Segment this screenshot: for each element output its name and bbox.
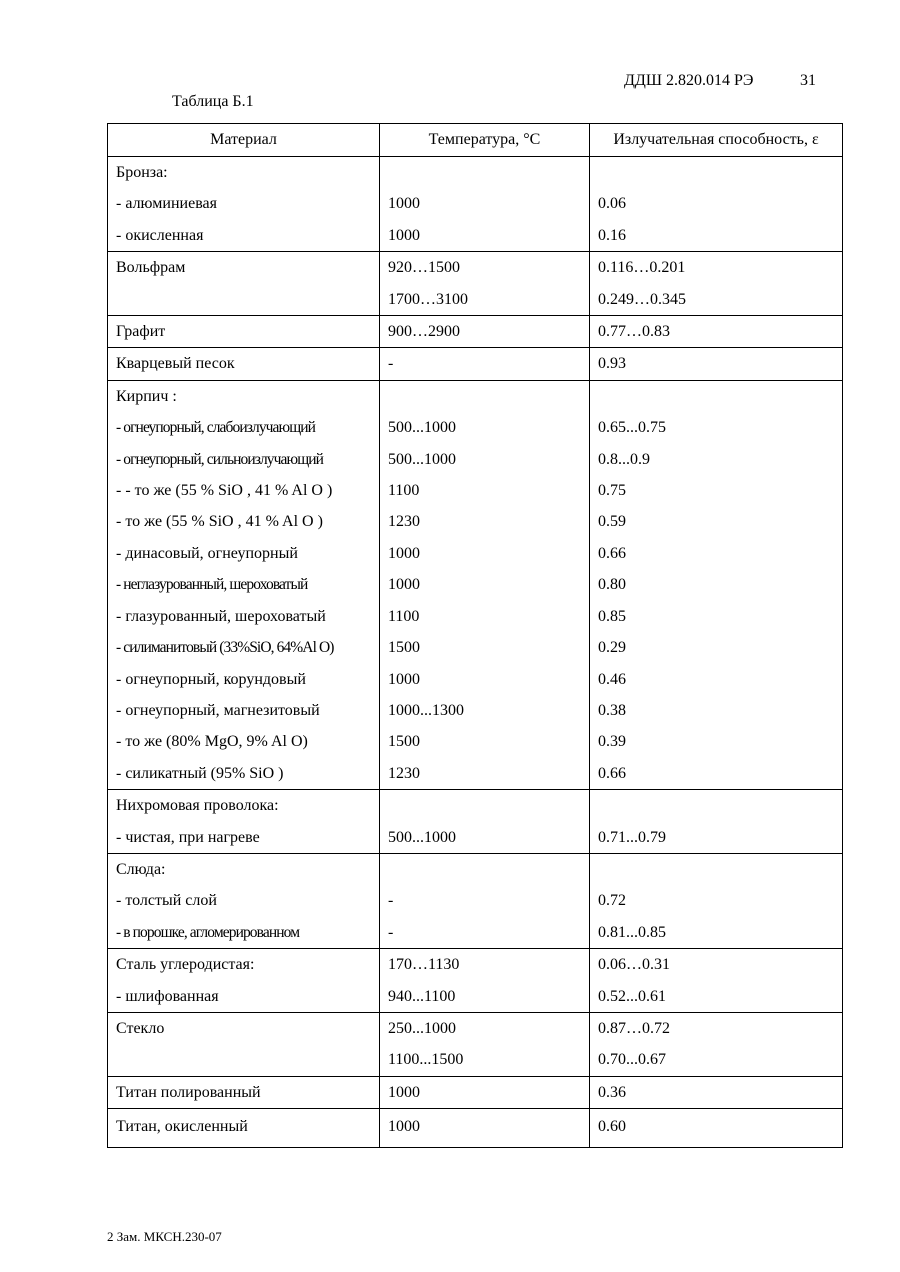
emissivity-cell: 0.29	[590, 632, 843, 663]
material-cell	[108, 284, 380, 316]
table-row	[108, 822, 843, 854]
temperature-cell	[380, 380, 590, 412]
emissivity-cell: 0.72	[590, 885, 843, 916]
temperature-cell: 1230	[380, 506, 590, 537]
emissivity-cell	[590, 157, 843, 189]
temperature-cell: 900…2900	[380, 316, 590, 348]
table-row	[108, 853, 843, 885]
temperature-cell	[380, 853, 590, 885]
temperature-cell: 170…1130	[380, 949, 590, 981]
material-cell: - алюминиевая	[108, 188, 380, 219]
temperature-cell: 250...1000	[380, 1012, 590, 1044]
table-row	[108, 188, 843, 219]
temperature-cell: 1000	[380, 188, 590, 219]
table-row	[108, 412, 843, 443]
material-cell: Кварцевый песок	[108, 348, 380, 380]
material-cell: Нихромовая проволока:	[108, 790, 380, 822]
temperature-cell: -	[380, 917, 590, 949]
footer-note: 2 Зам. МКСН.230-07	[107, 1229, 222, 1244]
material-cell: - толстый слой	[108, 885, 380, 916]
material-cell: - огнеупорный, слабоизлучающий	[108, 412, 380, 443]
emissivity-cell: 0.65...0.75	[590, 412, 843, 443]
temperature-cell: 1230	[380, 758, 590, 790]
temperature-cell: 1000	[380, 1109, 590, 1148]
temperature-cell: 500...1000	[380, 822, 590, 854]
emissivity-cell: 0.8...0.9	[590, 444, 843, 475]
table-row	[108, 252, 843, 284]
emissivity-cell	[590, 380, 843, 412]
table-row	[108, 348, 843, 380]
material-cell: Графит	[108, 316, 380, 348]
material-cell: Слюда:	[108, 853, 380, 885]
material-cell	[108, 1044, 380, 1076]
temperature-cell	[380, 790, 590, 822]
temperature-cell: 500...1000	[380, 412, 590, 443]
table-row	[108, 664, 843, 695]
emissivity-cell: 0.85	[590, 601, 843, 632]
emissivity-cell: 0.80	[590, 569, 843, 600]
table-row	[108, 1044, 843, 1076]
material-cell: - неглазурованный, шероховатый	[108, 569, 380, 600]
material-cell: - в порошке, агломерированном	[108, 917, 380, 949]
table-row	[108, 790, 843, 822]
emissivity-cell: 0.71...0.79	[590, 822, 843, 854]
table-row	[108, 917, 843, 949]
table-row	[108, 475, 843, 506]
material-cell: - то же (80% MgO, 9% Al O)	[108, 726, 380, 757]
emissivity-cell: 0.59	[590, 506, 843, 537]
emissivity-cell	[590, 790, 843, 822]
table-body	[108, 157, 843, 1148]
material-cell: - - то же (55 % SiO , 41 % Al O )	[108, 475, 380, 506]
table-row	[108, 885, 843, 916]
temperature-cell: -	[380, 348, 590, 380]
temperature-cell: 920…1500	[380, 252, 590, 284]
column-header-emissivity: Излучательная способность, ε	[590, 124, 843, 157]
table-row	[108, 316, 843, 348]
table-row	[108, 380, 843, 412]
table-row	[108, 601, 843, 632]
emissivity-cell: 0.75	[590, 475, 843, 506]
emissivity-cell: 0.52...0.61	[590, 981, 843, 1013]
table-row	[108, 569, 843, 600]
emissivity-cell: 0.39	[590, 726, 843, 757]
table-row	[108, 157, 843, 189]
emissivity-cell: 0.38	[590, 695, 843, 726]
temperature-cell: 1000...1300	[380, 695, 590, 726]
material-cell: Вольфрам	[108, 252, 380, 284]
material-cell: - шлифованная	[108, 981, 380, 1013]
emissivity-cell: 0.60	[590, 1109, 843, 1148]
material-cell: Стекло	[108, 1012, 380, 1044]
material-cell: - огнеупорный, сильноизлучающий	[108, 444, 380, 475]
emissivity-cell: 0.16	[590, 220, 843, 252]
emissivity-cell: 0.46	[590, 664, 843, 695]
page-number: 31	[800, 72, 816, 89]
table-row	[108, 220, 843, 252]
material-cell: - силикатный (95% SiO )	[108, 758, 380, 790]
temperature-cell: 1500	[380, 726, 590, 757]
material-cell: - окисленная	[108, 220, 380, 252]
emissivity-cell: 0.70...0.67	[590, 1044, 843, 1076]
table-header-row	[108, 124, 843, 157]
table-row	[108, 949, 843, 981]
emissivity-table	[107, 123, 843, 1148]
material-cell: - силиманитовый (33%SiO, 64%Al O)	[108, 632, 380, 663]
material-cell: - то же (55 % SiO , 41 % Al O )	[108, 506, 380, 537]
emissivity-cell	[590, 853, 843, 885]
table-row	[108, 632, 843, 663]
temperature-cell: 1100...1500	[380, 1044, 590, 1076]
emissivity-cell: 0.87…0.72	[590, 1012, 843, 1044]
emissivity-cell: 0.116…0.201	[590, 252, 843, 284]
material-cell: - огнеупорный, корундовый	[108, 664, 380, 695]
table-row	[108, 506, 843, 537]
column-header-temperature: Температура, °С	[380, 124, 590, 157]
material-cell: - динасовый, огнеупорный	[108, 538, 380, 569]
temperature-cell: 1000	[380, 220, 590, 252]
table-row	[108, 1012, 843, 1044]
temperature-cell: 1100	[380, 601, 590, 632]
material-cell: Бронза:	[108, 157, 380, 189]
table-row	[108, 538, 843, 569]
temperature-cell: 1000	[380, 569, 590, 600]
material-cell: Сталь углеродистая:	[108, 949, 380, 981]
temperature-cell: 1000	[380, 664, 590, 695]
table-row	[108, 1109, 843, 1148]
temperature-cell: -	[380, 885, 590, 916]
table-caption: Таблица Б.1	[172, 93, 254, 110]
temperature-cell: 1000	[380, 1076, 590, 1108]
temperature-cell: 1000	[380, 538, 590, 569]
table-row	[108, 444, 843, 475]
emissivity-cell: 0.66	[590, 758, 843, 790]
column-header-material: Материал	[108, 124, 380, 157]
material-cell: - глазурованный, шероховатый	[108, 601, 380, 632]
table-row	[108, 284, 843, 316]
temperature-cell: 940...1100	[380, 981, 590, 1013]
temperature-cell	[380, 157, 590, 189]
emissivity-cell: 0.06	[590, 188, 843, 219]
table-row	[108, 695, 843, 726]
table-row	[108, 758, 843, 790]
emissivity-cell: 0.249…0.345	[590, 284, 843, 316]
material-cell: - огнеупорный, магнезитовый	[108, 695, 380, 726]
emissivity-cell: 0.66	[590, 538, 843, 569]
material-cell: - чистая, при нагреве	[108, 822, 380, 854]
table-row	[108, 981, 843, 1013]
temperature-cell: 1700…3100	[380, 284, 590, 316]
material-cell: Кирпич :	[108, 380, 380, 412]
temperature-cell: 1100	[380, 475, 590, 506]
table-row	[108, 1076, 843, 1108]
material-cell: Титан полированный	[108, 1076, 380, 1108]
emissivity-cell: 0.06…0.31	[590, 949, 843, 981]
emissivity-cell: 0.81...0.85	[590, 917, 843, 949]
emissivity-cell: 0.36	[590, 1076, 843, 1108]
material-cell: Титан, окисленный	[108, 1109, 380, 1148]
emissivity-cell: 0.77…0.83	[590, 316, 843, 348]
temperature-cell: 500...1000	[380, 444, 590, 475]
temperature-cell: 1500	[380, 632, 590, 663]
table-row	[108, 726, 843, 757]
emissivity-cell: 0.93	[590, 348, 843, 380]
document-code: ДДШ 2.820.014 РЭ	[624, 72, 754, 89]
